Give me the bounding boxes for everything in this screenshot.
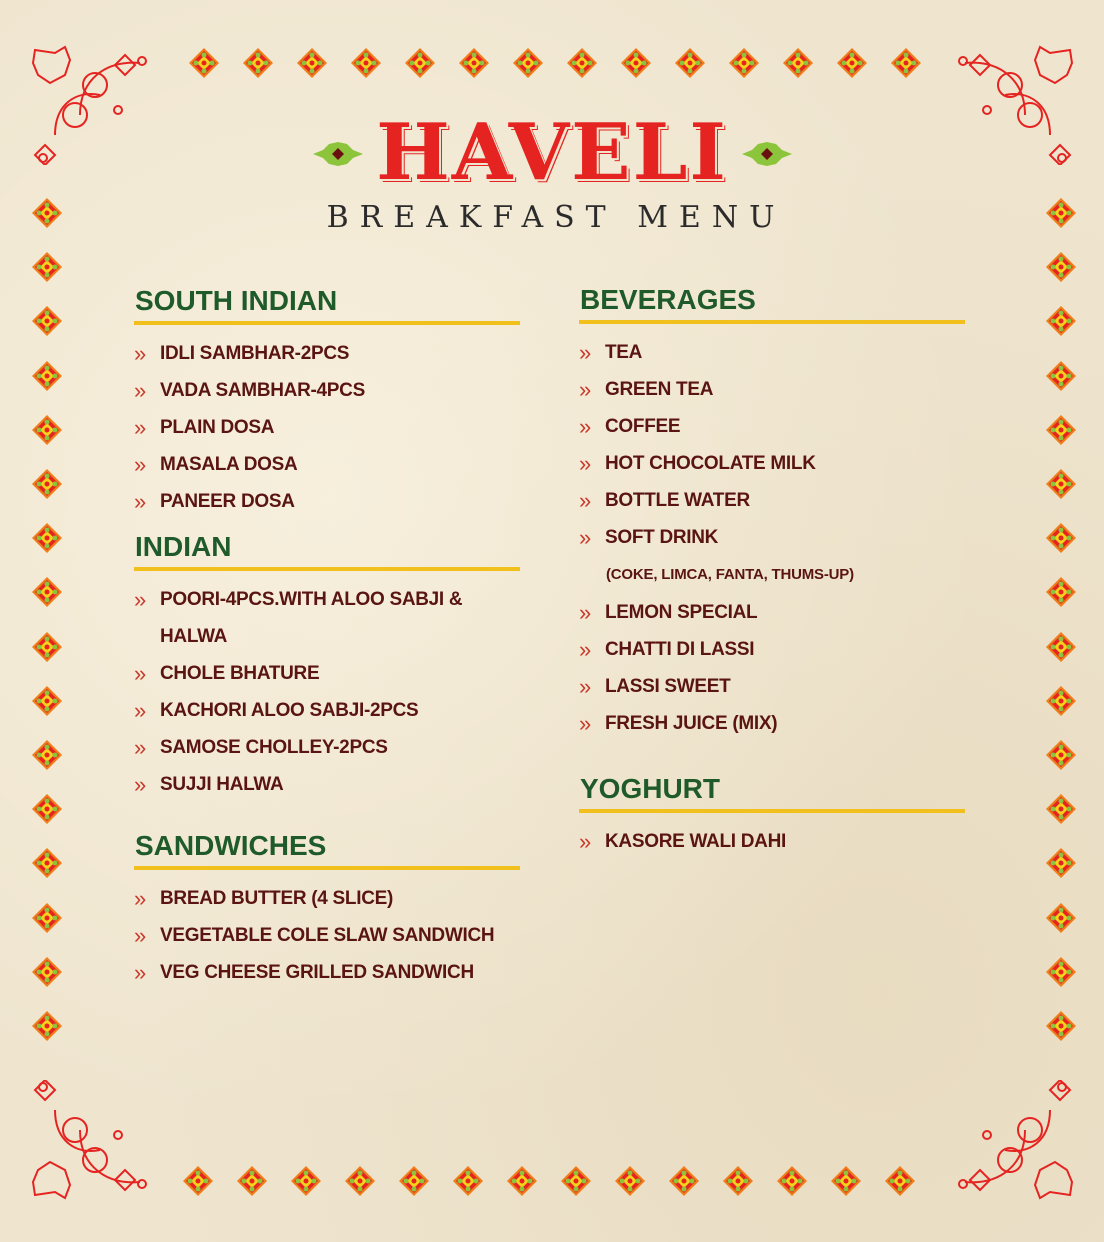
diamond-ornament-icon — [345, 1166, 375, 1196]
double-chevron-right-icon: » — [134, 923, 146, 948]
double-chevron-right-icon: » — [579, 829, 591, 854]
diamond-ornament-icon — [675, 48, 705, 78]
diamond-ornament-icon — [723, 1166, 753, 1196]
menu-item-name: MASALA DOSA — [160, 454, 298, 475]
section-heading: INDIAN — [135, 531, 232, 562]
menu-item — [134, 917, 520, 954]
diamond-ornament-icon — [1046, 252, 1076, 282]
diamond-ornament-icon — [453, 1166, 483, 1196]
menu-item-name: FRESH JUICE (MIX) — [605, 713, 778, 734]
restaurant-name: HAVELI — [376, 107, 728, 198]
menu-item-name: TEA — [605, 342, 643, 363]
diamond-ornament-icon — [189, 48, 219, 78]
menu-item-name: IDLI SAMBHAR-2PCS — [160, 343, 350, 364]
section-heading: BEVERAGES — [580, 284, 756, 315]
menu-item — [579, 445, 965, 482]
diamond-ornament-icon — [32, 469, 62, 499]
menu-item-name: VADA SAMBHAR-4PCS — [160, 380, 365, 401]
menu-item-name: CHATTI DI LASSI — [605, 639, 755, 660]
diamond-ornament-icon — [507, 1166, 537, 1196]
diamond-ornament-icon — [1046, 632, 1076, 662]
menu-item-name: PANEER DOSA — [160, 491, 295, 512]
menu-item — [579, 631, 965, 668]
diamond-ornament-icon — [1046, 794, 1076, 824]
section-heading: SOUTH INDIAN — [135, 285, 338, 316]
menu-item-name: CHOLE BHATURE — [160, 663, 320, 684]
diamond-ornament-icon — [1046, 415, 1076, 445]
section-heading: SANDWICHES — [135, 830, 327, 861]
diamond-ornament-icon — [183, 1166, 213, 1196]
diamond-ornament-icon — [1046, 577, 1076, 607]
menu-item — [579, 668, 965, 705]
section-divider — [134, 866, 520, 870]
menu-item-name: SAMOSE CHOLLEY-2PCS — [160, 737, 388, 758]
menu-item — [134, 483, 520, 520]
menu-item — [134, 372, 520, 409]
menu-item — [134, 766, 520, 803]
double-chevron-right-icon: » — [134, 415, 146, 440]
diamond-ornament-icon — [1046, 686, 1076, 716]
menu-item-name: LASSI SWEET — [605, 676, 731, 697]
diamond-ornament-icon — [513, 48, 543, 78]
diamond-ornament-icon — [32, 794, 62, 824]
diamond-ornament-icon — [1046, 361, 1076, 391]
double-chevron-right-icon: » — [579, 711, 591, 736]
diamond-ornament-icon — [399, 1166, 429, 1196]
menu-item — [134, 446, 520, 483]
menu-item-name: SOFT DRINK — [605, 527, 719, 548]
diamond-ornament-icon — [1046, 306, 1076, 336]
double-chevron-right-icon: » — [579, 525, 591, 550]
menu-subtitle: BREAKFAST MENU — [326, 200, 786, 235]
diamond-ornament-icon — [32, 1011, 62, 1041]
double-chevron-right-icon: » — [579, 637, 591, 662]
diamond-ornament-icon — [837, 48, 867, 78]
menu-item-name: KASORE WALI DAHI — [605, 831, 786, 852]
menu-item — [134, 335, 520, 372]
diamond-ornament-icon — [32, 848, 62, 878]
diamond-ornament-icon — [32, 306, 62, 336]
menu-item-name: GREEN TEA — [605, 379, 714, 400]
double-chevron-right-icon: » — [134, 735, 146, 760]
diamond-ornament-icon — [32, 252, 62, 282]
diamond-ornament-icon — [729, 48, 759, 78]
menu-item-name: LEMON SPECIAL — [605, 602, 758, 623]
double-chevron-right-icon: » — [579, 674, 591, 699]
diamond-ornament-icon — [885, 1166, 915, 1196]
double-chevron-right-icon: » — [134, 489, 146, 514]
diamond-ornament-icon — [32, 686, 62, 716]
menu-item-name: BOTTLE WATER — [605, 490, 750, 511]
double-chevron-right-icon: » — [134, 378, 146, 403]
section-heading: YOGHURT — [580, 773, 720, 804]
double-chevron-right-icon: » — [134, 661, 146, 686]
section-divider — [134, 321, 520, 325]
diamond-ornament-icon — [783, 48, 813, 78]
diamond-ornament-icon — [237, 1166, 267, 1196]
section-south-indian — [134, 284, 520, 520]
menu-item-name: COFFEE — [605, 416, 681, 437]
diamond-ornament-icon — [891, 48, 921, 78]
diamond-ornament-icon — [405, 48, 435, 78]
menu-item — [579, 408, 965, 445]
diamond-ornament-icon — [669, 1166, 699, 1196]
double-chevron-right-icon: » — [579, 488, 591, 513]
diamond-ornament-icon — [561, 1166, 591, 1196]
menu-item — [134, 954, 520, 991]
diamond-ornament-icon — [831, 1166, 861, 1196]
diamond-ornament-icon — [1046, 469, 1076, 499]
diamond-ornament-icon — [32, 957, 62, 987]
double-chevron-right-icon: » — [134, 772, 146, 797]
diamond-ornament-icon — [1046, 740, 1076, 770]
floral-corner-icon — [30, 1080, 150, 1200]
section-divider — [134, 567, 520, 571]
double-chevron-right-icon: » — [579, 600, 591, 625]
double-chevron-right-icon: » — [579, 340, 591, 365]
menu-item — [134, 655, 520, 692]
menu-item — [579, 705, 965, 742]
menu-item — [579, 482, 965, 519]
section-divider — [579, 320, 965, 324]
diamond-ornament-icon — [567, 48, 597, 78]
menu-item-name: VEGETABLE COLE SLAW SANDWICH — [160, 925, 495, 946]
diamond-ornament-icon — [291, 1166, 321, 1196]
menu-item-name: VEG CHEESE GRILLED SANDWICH — [160, 962, 474, 983]
double-chevron-right-icon: » — [134, 698, 146, 723]
menu-item-note: (COKE, LIMCA, FANTA, THUMS-UP) — [606, 566, 854, 583]
menu-item-name: HOT CHOCOLATE MILK — [605, 453, 816, 474]
menu-item — [579, 371, 965, 408]
diamond-ornament-icon — [621, 48, 651, 78]
menu-item-name: PLAIN DOSA — [160, 417, 275, 438]
diamond-ornament-icon — [32, 523, 62, 553]
diamond-ornament-icon — [351, 48, 381, 78]
double-chevron-right-icon: » — [134, 452, 146, 477]
menu-item — [579, 823, 965, 860]
double-chevron-right-icon: » — [134, 341, 146, 366]
section-divider — [579, 809, 965, 813]
diamond-ornament-icon — [459, 48, 489, 78]
diamond-ornament-icon — [1046, 903, 1076, 933]
double-chevron-right-icon: » — [134, 886, 146, 911]
diamond-ornament-icon — [1046, 848, 1076, 878]
double-chevron-right-icon: » — [579, 414, 591, 439]
diamond-ornament-icon — [32, 632, 62, 662]
diamond-ornament-icon — [32, 740, 62, 770]
section-beverages — [579, 283, 965, 742]
diamond-ornament-icon — [297, 48, 327, 78]
menu-item — [579, 334, 965, 371]
diamond-ornament-icon — [1046, 523, 1076, 553]
menu-item — [134, 729, 520, 766]
diamond-ornament-icon — [32, 361, 62, 391]
diamond-ornament-icon — [777, 1166, 807, 1196]
double-chevron-right-icon: » — [579, 377, 591, 402]
menu-item-name: SUJJI HALWA — [160, 774, 284, 795]
double-chevron-right-icon: » — [134, 587, 146, 612]
menu-item-name: BREAD BUTTER (4 SLICE) — [160, 888, 394, 909]
menu-item — [134, 581, 520, 655]
menu-item — [579, 519, 965, 556]
floral-corner-icon — [955, 1080, 1075, 1200]
diamond-ornament-icon — [1046, 1011, 1076, 1041]
diamond-ornament-icon — [32, 577, 62, 607]
diamond-ornament-icon — [32, 415, 62, 445]
section-sandwiches — [134, 829, 520, 991]
diamond-ornament-icon — [615, 1166, 645, 1196]
menu-item — [134, 692, 520, 729]
title-block — [0, 108, 1104, 198]
double-chevron-right-icon: » — [134, 960, 146, 985]
double-chevron-right-icon: » — [579, 451, 591, 476]
diamond-ornament-icon — [1046, 957, 1076, 987]
section-yoghurt — [579, 772, 965, 860]
menu-item — [134, 880, 520, 917]
menu-item-name: KACHORI ALOO SABJI-2PCS — [160, 700, 419, 721]
menu-item-name: POORI-4PCS.WITH ALOO SABJI & HALWA — [160, 589, 463, 647]
menu-item — [579, 594, 965, 631]
diamond-ornament-icon — [32, 903, 62, 933]
section-indian — [134, 530, 520, 803]
diamond-ornament-icon — [243, 48, 273, 78]
menu-item — [134, 409, 520, 446]
